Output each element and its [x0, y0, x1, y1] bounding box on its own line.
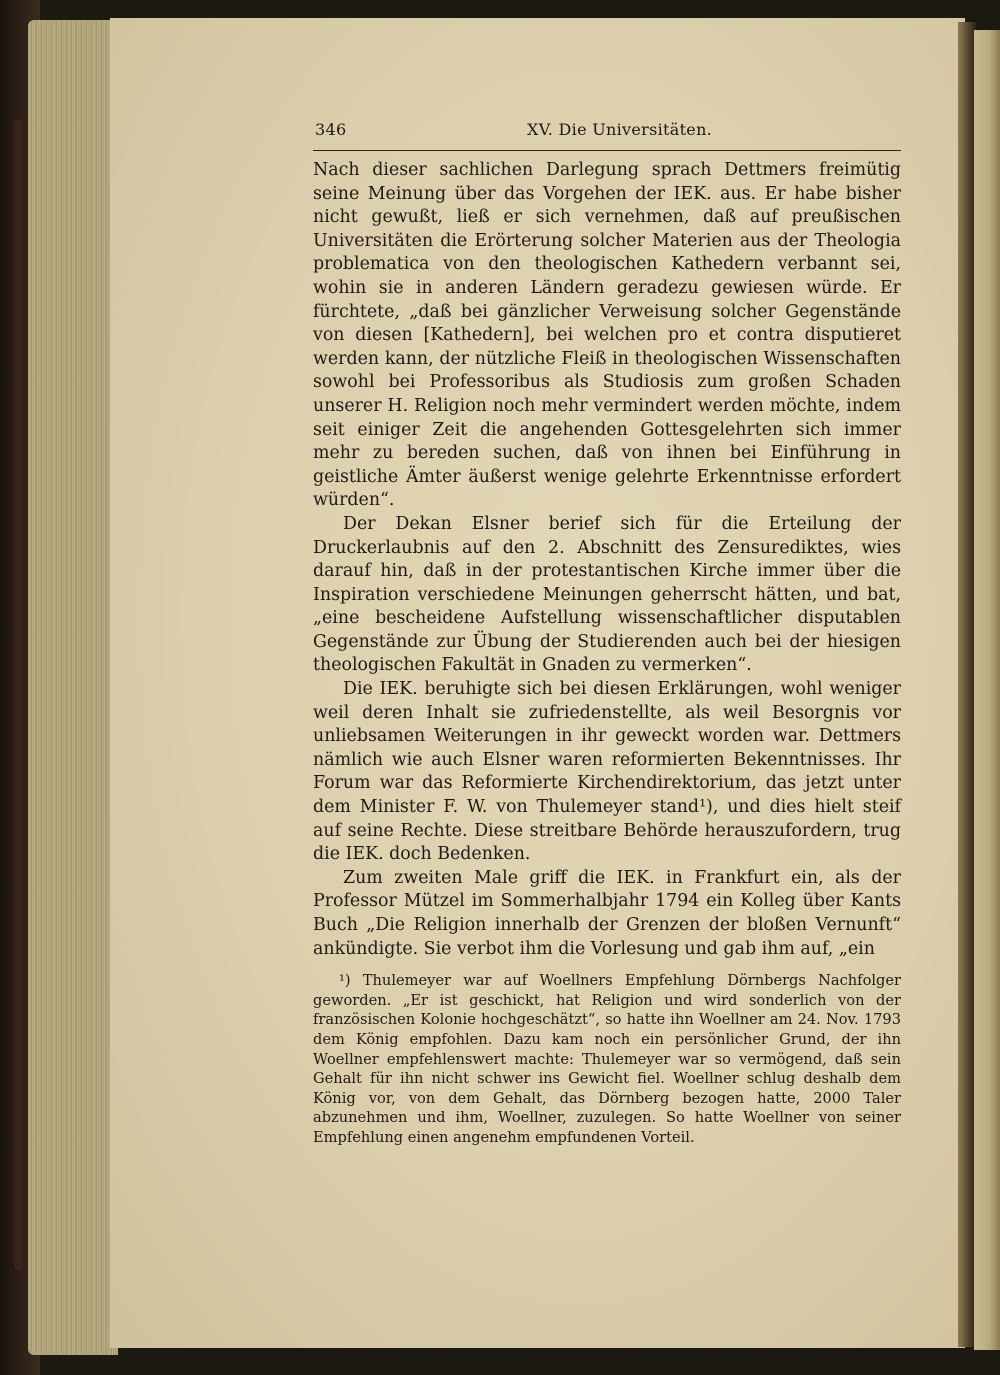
paragraph: Zum zweiten Male griff die IEK. in Frankfurt ein, als der Professor Mützel im Sommerhalbjahr 1794 ein Kolleg über Kants Buch „Die Religion innerhalb der Grenzen der bloßen Vernunft“ ankündigte. Sie verbot ihm die Vorlesung und gab ihm auf, „ein — [313, 867, 901, 959]
page-stack-edges — [28, 20, 118, 1355]
page-text-block — [313, 116, 901, 1148]
paragraph: Der Dekan Elsner berief sich für die Erteilung der Druckerlaubnis auf den 2. Abschnitt des Zensurediktes, wies darauf hin, daß in der protestantischen Kirche immer über die Inspiration verschiedene Meinungen geherrscht hätten, und bat, „eine bescheidene Aufstellung wissenschaftlicher disputablen Gegenstände zur Übung der Studierenden auch bei der hiesigen theologischen Fakultät in Gnaden zu vermerken“. — [313, 513, 901, 676]
paragraph: Nach dieser sachlichen Darlegung sprach Dettmers freimütig seine Meinung über das Vorgehen der IEK. aus. Er habe bisher nicht gewußt, ließ er sich vernehmen, daß auf preußischen Universitäten die Erörterung solcher Materien aus der Theologia problematica von den theologischen Kathedern verbannt sei, wohin sie in anderen Ländern geradezu gewiesen würde. Er fürchtete, „daß bei gänzlicher Verweisung solcher Gegenstände von diesen [Kathedern], bei welchen pro et contra disputieret werden kann, der nützliche Fleiß in theologischen Wissenschaften sowohl bei Professoribus als Studiosis zum großen Schaden unserer H. Religion noch mehr vermindert werden möchte, indem seit einiger Zeit die angehenden Gottesgelehrten sich immer mehr zu bereden suchen, daß von ihnen bei Einführung in geistliche Ämter äußerst wenige gelehrte Erkenntnisse erfordert würden“. — [313, 160, 901, 511]
footnote: ¹) Thulemeyer war auf Woellners Empfehlung Dörnbergs Nachfolger geworden. „Er ist geschickt, hat Religion und wird sonderlich von der französischen Kolonie hochgeschätzt“, so hatte ihn Woellner am 24. Nov. 1793 dem König empfohlen. Dazu kam noch ein persönlicher Grund, der ihn Woellner empfehlenswert machte: Thulemeyer war so vermögend, daß sein Gehalt für ihn nicht schwer ins Gewicht fiel. Woellner schlug deshalb dem König vor, von dem Gehalt, das Dörnberg bezogen hatte, 2000 Taler abzunehmen und ihm, Woellner, zuzulegen. So hatte Woellner von seiner Empfehlung einen angenehm empfundenen Vorteil. — [313, 972, 901, 1146]
running-head — [313, 116, 901, 144]
paragraph: Die IEK. beruhigte sich bei diesen Erklärungen, wohl weniger weil deren Inhalt sie zufriedenstellte, als weil Besorgnis vor unliebsamen Weiterungen in ihr geweckt worden war. Dettmers nämlich wie auch Elsner waren reformierten Bekenntnisses. Ihr Forum war das Reformierte Kirchendirektorium, das jetzt unter dem Minister F. W. von Thulemeyer stand¹), und dies hielt steif auf seine Rechte. Diese streitbare Behörde herauszufordern, trug die IEK. doch Bedenken. — [313, 679, 901, 865]
header-rule — [313, 150, 901, 151]
page-number: 346 — [315, 120, 347, 139]
body-text — [313, 159, 901, 961]
chapter-title: XV. Die Universitäten. — [527, 120, 713, 139]
facing-page-edge — [974, 30, 1000, 1350]
footnotes — [313, 971, 901, 1147]
